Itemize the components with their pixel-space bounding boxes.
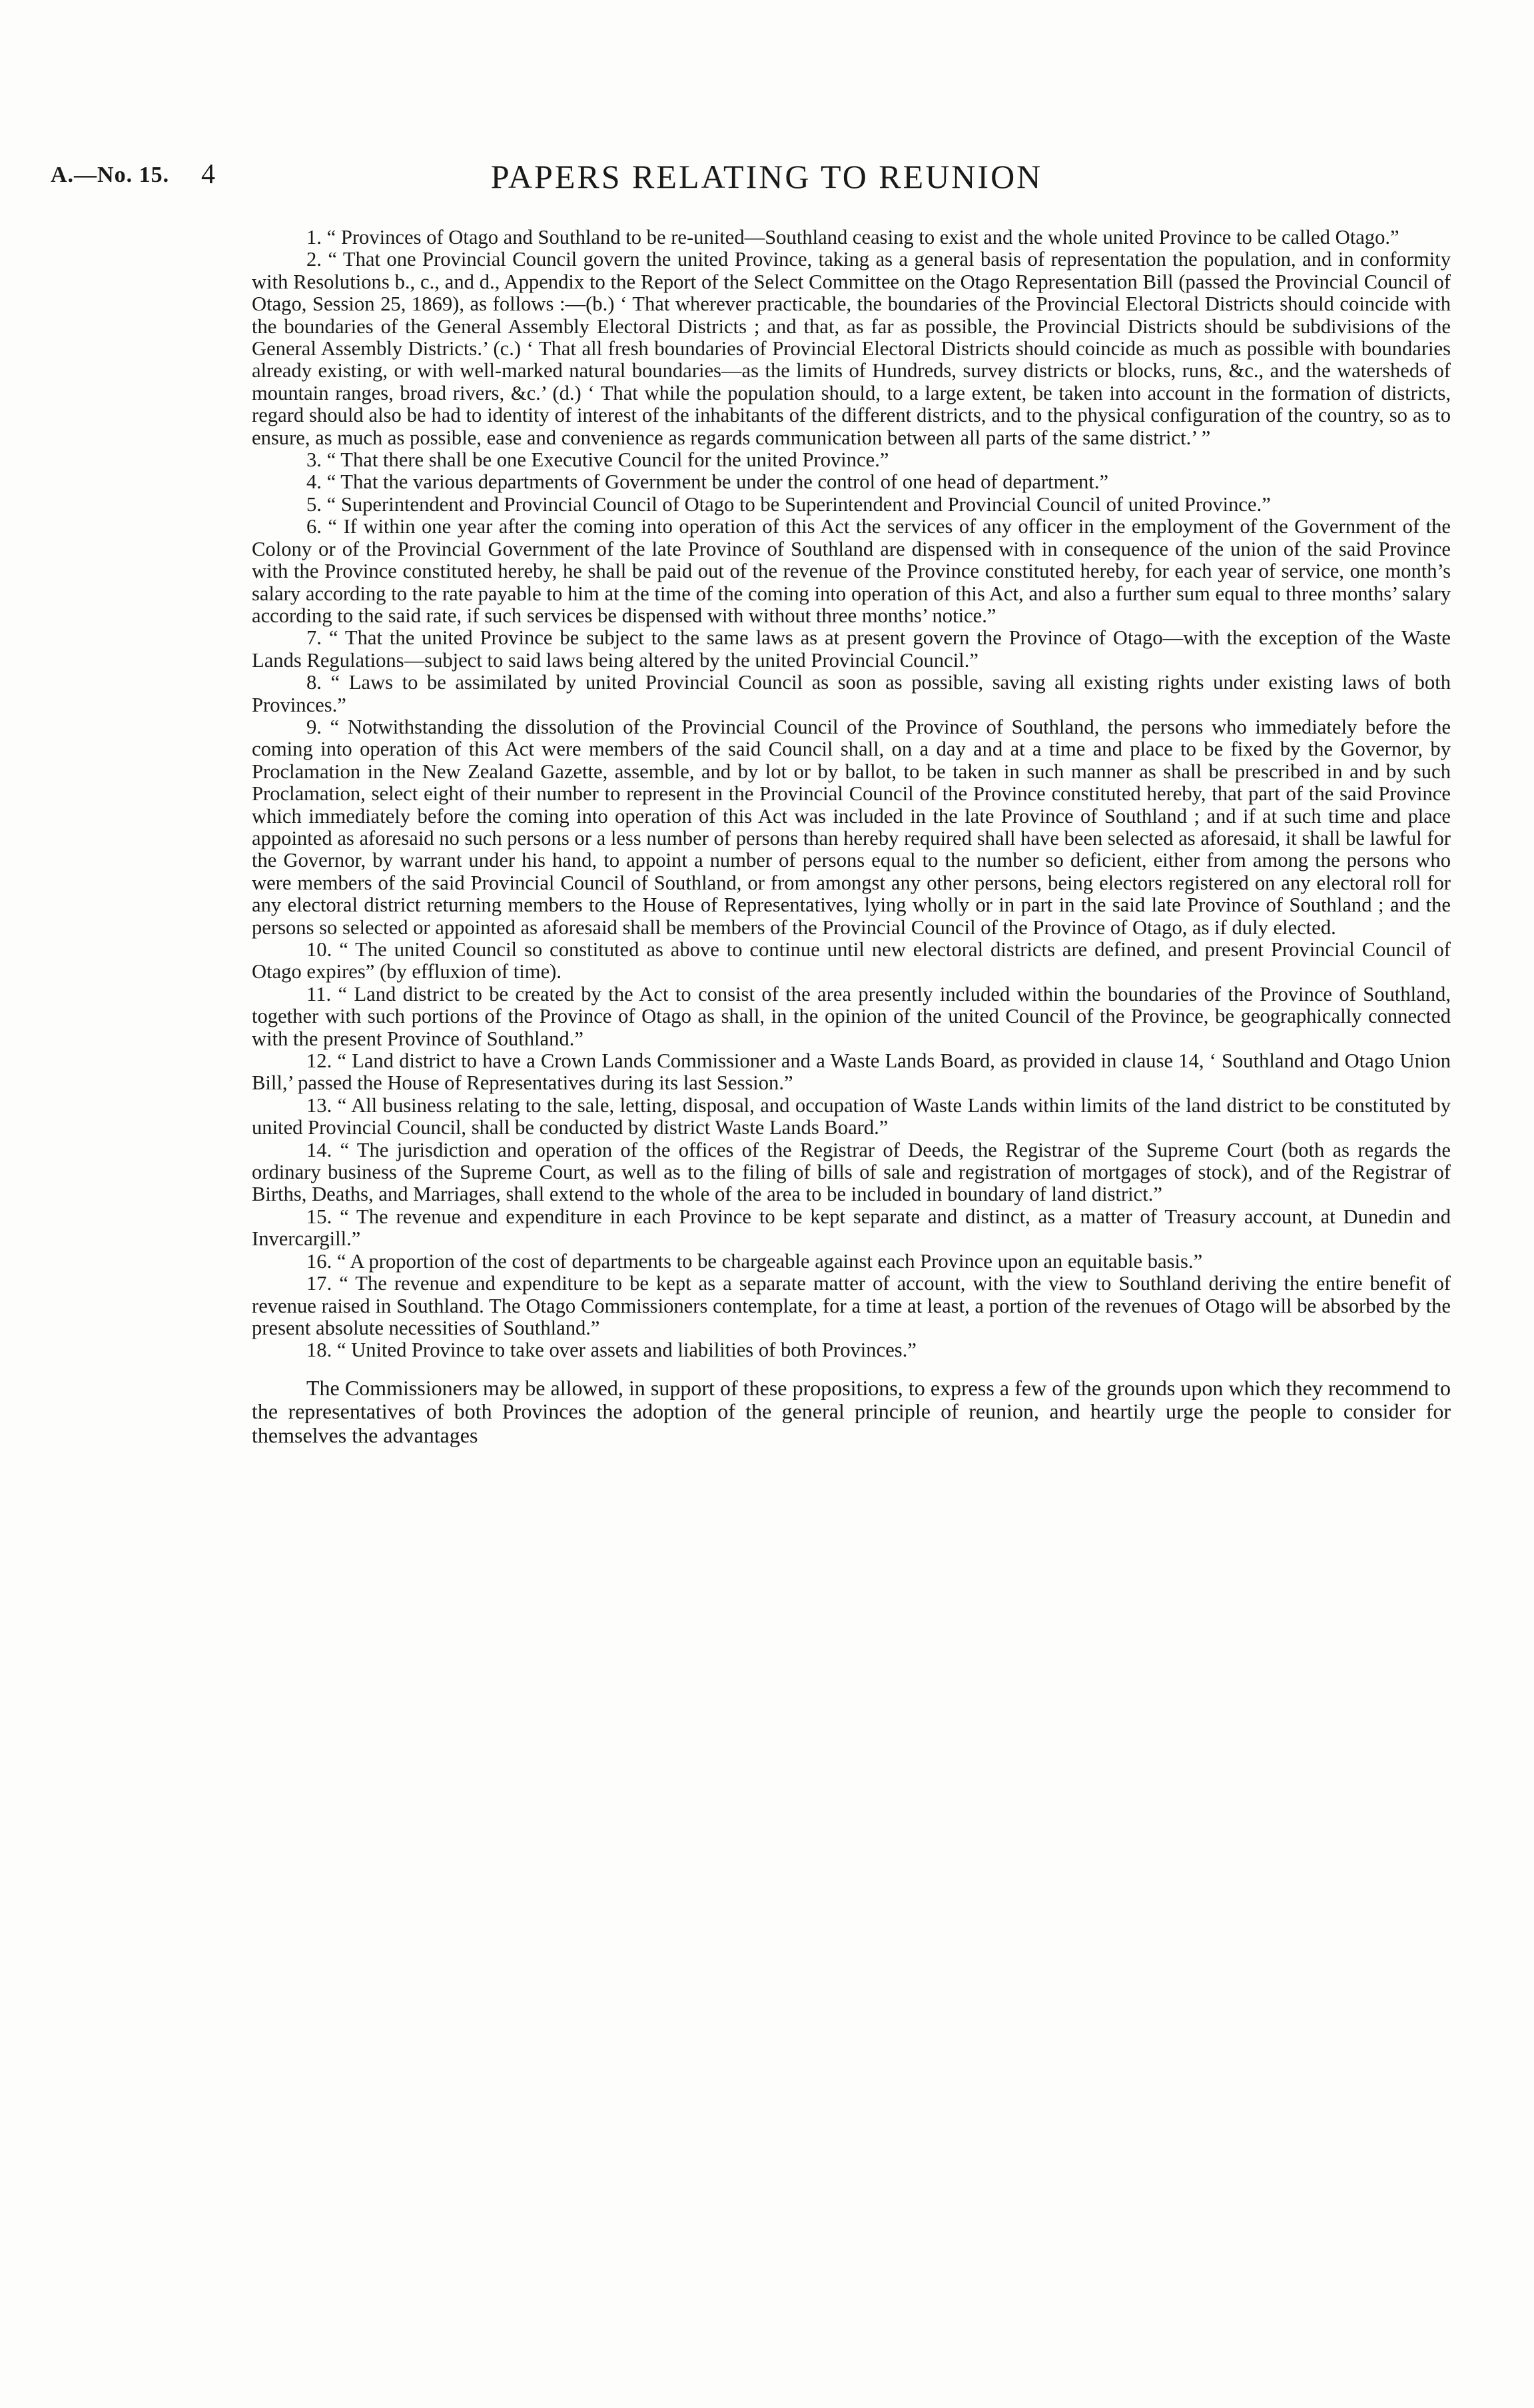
resolution-18: 18. “ United Province to take over assets and liabilities of both Provinces.” xyxy=(306,1339,917,1362)
resolution-10: 10. “ The united Council so constituted as above to continue until new electoral districts are defined, and present Provincial Council of Otago expires” (by effluxion of time). xyxy=(252,938,1451,983)
resolution-14: 14. “ The jurisdiction and operation of the offices of the Registrar of Deeds, the Registrar of the Supreme Court (both as regards the ordinary business of the Supreme Court, as well as to the filing of bills of sale and registration of mortgages of stock), and of the Registrar of Births, Deaths, and Marriages, shall extend to the whole of the area to be included in boundary of land district.” xyxy=(252,1138,1451,1206)
running-title: PAPERS RELATING TO REUNION xyxy=(490,158,1043,195)
resolution-17: 17. “ The revenue and expenditure to be kept as a separate matter of account, with the view to Southland deriving the entire benefit of revenue raised in Southland. The Otago Commissioners contemplate, for a time at least, a portion of the revenues of Otago will be absorbed by the present absolute necessities of Southland.” xyxy=(252,1272,1451,1339)
resolution-6: 6. “ If within one year after the coming into operation of this Act the services of any officer in the employment of the Government of the Colony or of the Provincial Government of the late Province of Southland are dispensed with in consequence of the union of the said Province with the Province constituted hereby, he shall be paid out of the revenue of the Province constituted hereby, for each year of service, one month’s salary according to the rate payable to him at the time of the coming into operation of this Act, and also a further sum equal to three months’ salary according to the said rate, if such services be dispensed with without three months’ notice.” xyxy=(252,515,1451,627)
body-text xyxy=(252,227,1451,1447)
resolution-2: 2. “ That one Provincial Council govern the united Province, taking as a general basis of representation the population, and in conformity with Resolutions b., c., and d., Appendix to the Report of the Select Committee on the Otago Representation Bill (passed the Provincial Council of Otago, Session 25, 1869), as follows :—(b.) ‘ That wherever practicable, the boundaries of the Provincial Electoral Districts should coincide with the boundaries of the General Assembly Electoral Districts ; and that, as far as possible, the Provincial Districts should be subdivisions of the General Assembly Districts.’ (c.) ‘ That all fresh boundaries of Provincial Electoral Districts should coincide as much as possible with boundaries already existing, or with well-marked natural boundaries—as the limits of Hundreds, survey districts or blocks, runs, &c., and the watersheds of mountain ranges, broad rivers, &c.’ (d.) ‘ That while the population should, to a large extent, be taken into account in the formation of districts, regard should also be had to identity of interest of the inhabitants of the different districts, and to the physical configuration of the country, so as to ensure, as much as possible, ease and convenience as regards communication between all parts of the same district.’ ” xyxy=(252,248,1451,449)
resolution-3: 3. “ That there shall be one Executive Council for the united Province.” xyxy=(306,448,889,472)
resolution-9: 9. “ Notwithstanding the dissolution of the Provincial Council of the Province of Southland, the persons who immediately before the coming into operation of this Act were members of the said Council shall, on a day and at a time and place to be fixed by the Governor, by Proclamation in the New Zealand Gazette, assemble, and by lot or by ballot, to be taken in such manner as shall be prescribed in and by such Proclamation, select eight of their number to represent in the Provincial Council of the Province constituted hereby, that part of the said Province which immediately before the coming into operation of this Act was included in the late Province of Southland ; and if at such time and place appointed as aforesaid no such persons or a less number of persons than hereby required shall have been selected as aforesaid, it shall be lawful for the Governor, by warrant under his hand, to appoint a number of persons equal to the number so deficient, either from among the persons who were members of the said Provincial Council of Southland, or from amongst any other persons, being electors registered on any electoral roll for any electoral district returning members to the House of Representatives, lying wholly or in part in the said late Province of Southland ; and the persons so selected or appointed as aforesaid shall be members of the Provincial Council of the Province of Otago, as if duly elected. xyxy=(252,715,1451,939)
page-number: 4 xyxy=(201,159,215,190)
resolution-5: 5. “ Superintendent and Provincial Council of Otago to be Superintendent and Provincial Council of united Province.” xyxy=(306,492,1271,516)
resolution-13: 13. “ All business relating to the sale, letting, disposal, and occupation of Waste Lands within limits of the land district to be constituted by united Provincial Council, shall be conducted by district Waste Lands Board.” xyxy=(252,1093,1451,1139)
resolution-12: 12. “ Land district to have a Crown Lands Commissioner and a Waste Lands Board, as provided in clause 14, ‘ Southland and Otago Union Bill,’ passed the House of Representatives during its last Session.” xyxy=(252,1049,1451,1095)
document-reference: A.—No. 15. xyxy=(51,163,170,187)
resolution-8: 8. “ Laws to be assimilated by united Provincial Council as soon as possible, saving all existing rights under existing laws of both Provinces.” xyxy=(252,671,1451,716)
page-header xyxy=(51,157,1483,197)
resolution-1: 1. “ Provinces of Otago and Southland to be re-united—Southland ceasing to exist and the whole united Province to be called Otago.” xyxy=(306,226,1399,249)
resolution-15: 15. “ The revenue and expenditure in each Province to be kept separate and distinct, as a matter of Treasury account, at Dunedin and Invercargill.” xyxy=(252,1205,1451,1251)
closing-paragraph: The Commissioners may be allowed, in support of these propositions, to express a few of the grounds upon which they recommend to the representatives of both Provinces the adoption of the general principle of reunion, and heartily urge the people to consider for themselves the advantages xyxy=(252,1375,1451,1447)
resolution-7: 7. “ That the united Province be subject to the same laws as at present govern the Province of Otago—with the exception of the Waste Lands Regulations—subject to said laws being altered by the united Provincial Council.” xyxy=(252,626,1451,672)
resolution-16: 16. “ A proportion of the cost of departments to be chargeable against each Province upon an equitable basis.” xyxy=(306,1249,1203,1273)
resolution-4: 4. “ That the various departments of Government be under the control of one head of department.” xyxy=(306,470,1109,494)
resolution-11: 11. “ Land district to be created by the Act to consist of the area presently included within the boundaries of the Province of Southland, together with such portions of the Province of Otago as shall, in the opinion of the united Council of the Province, be geographically connected with the present Province of Southland.” xyxy=(252,982,1451,1050)
